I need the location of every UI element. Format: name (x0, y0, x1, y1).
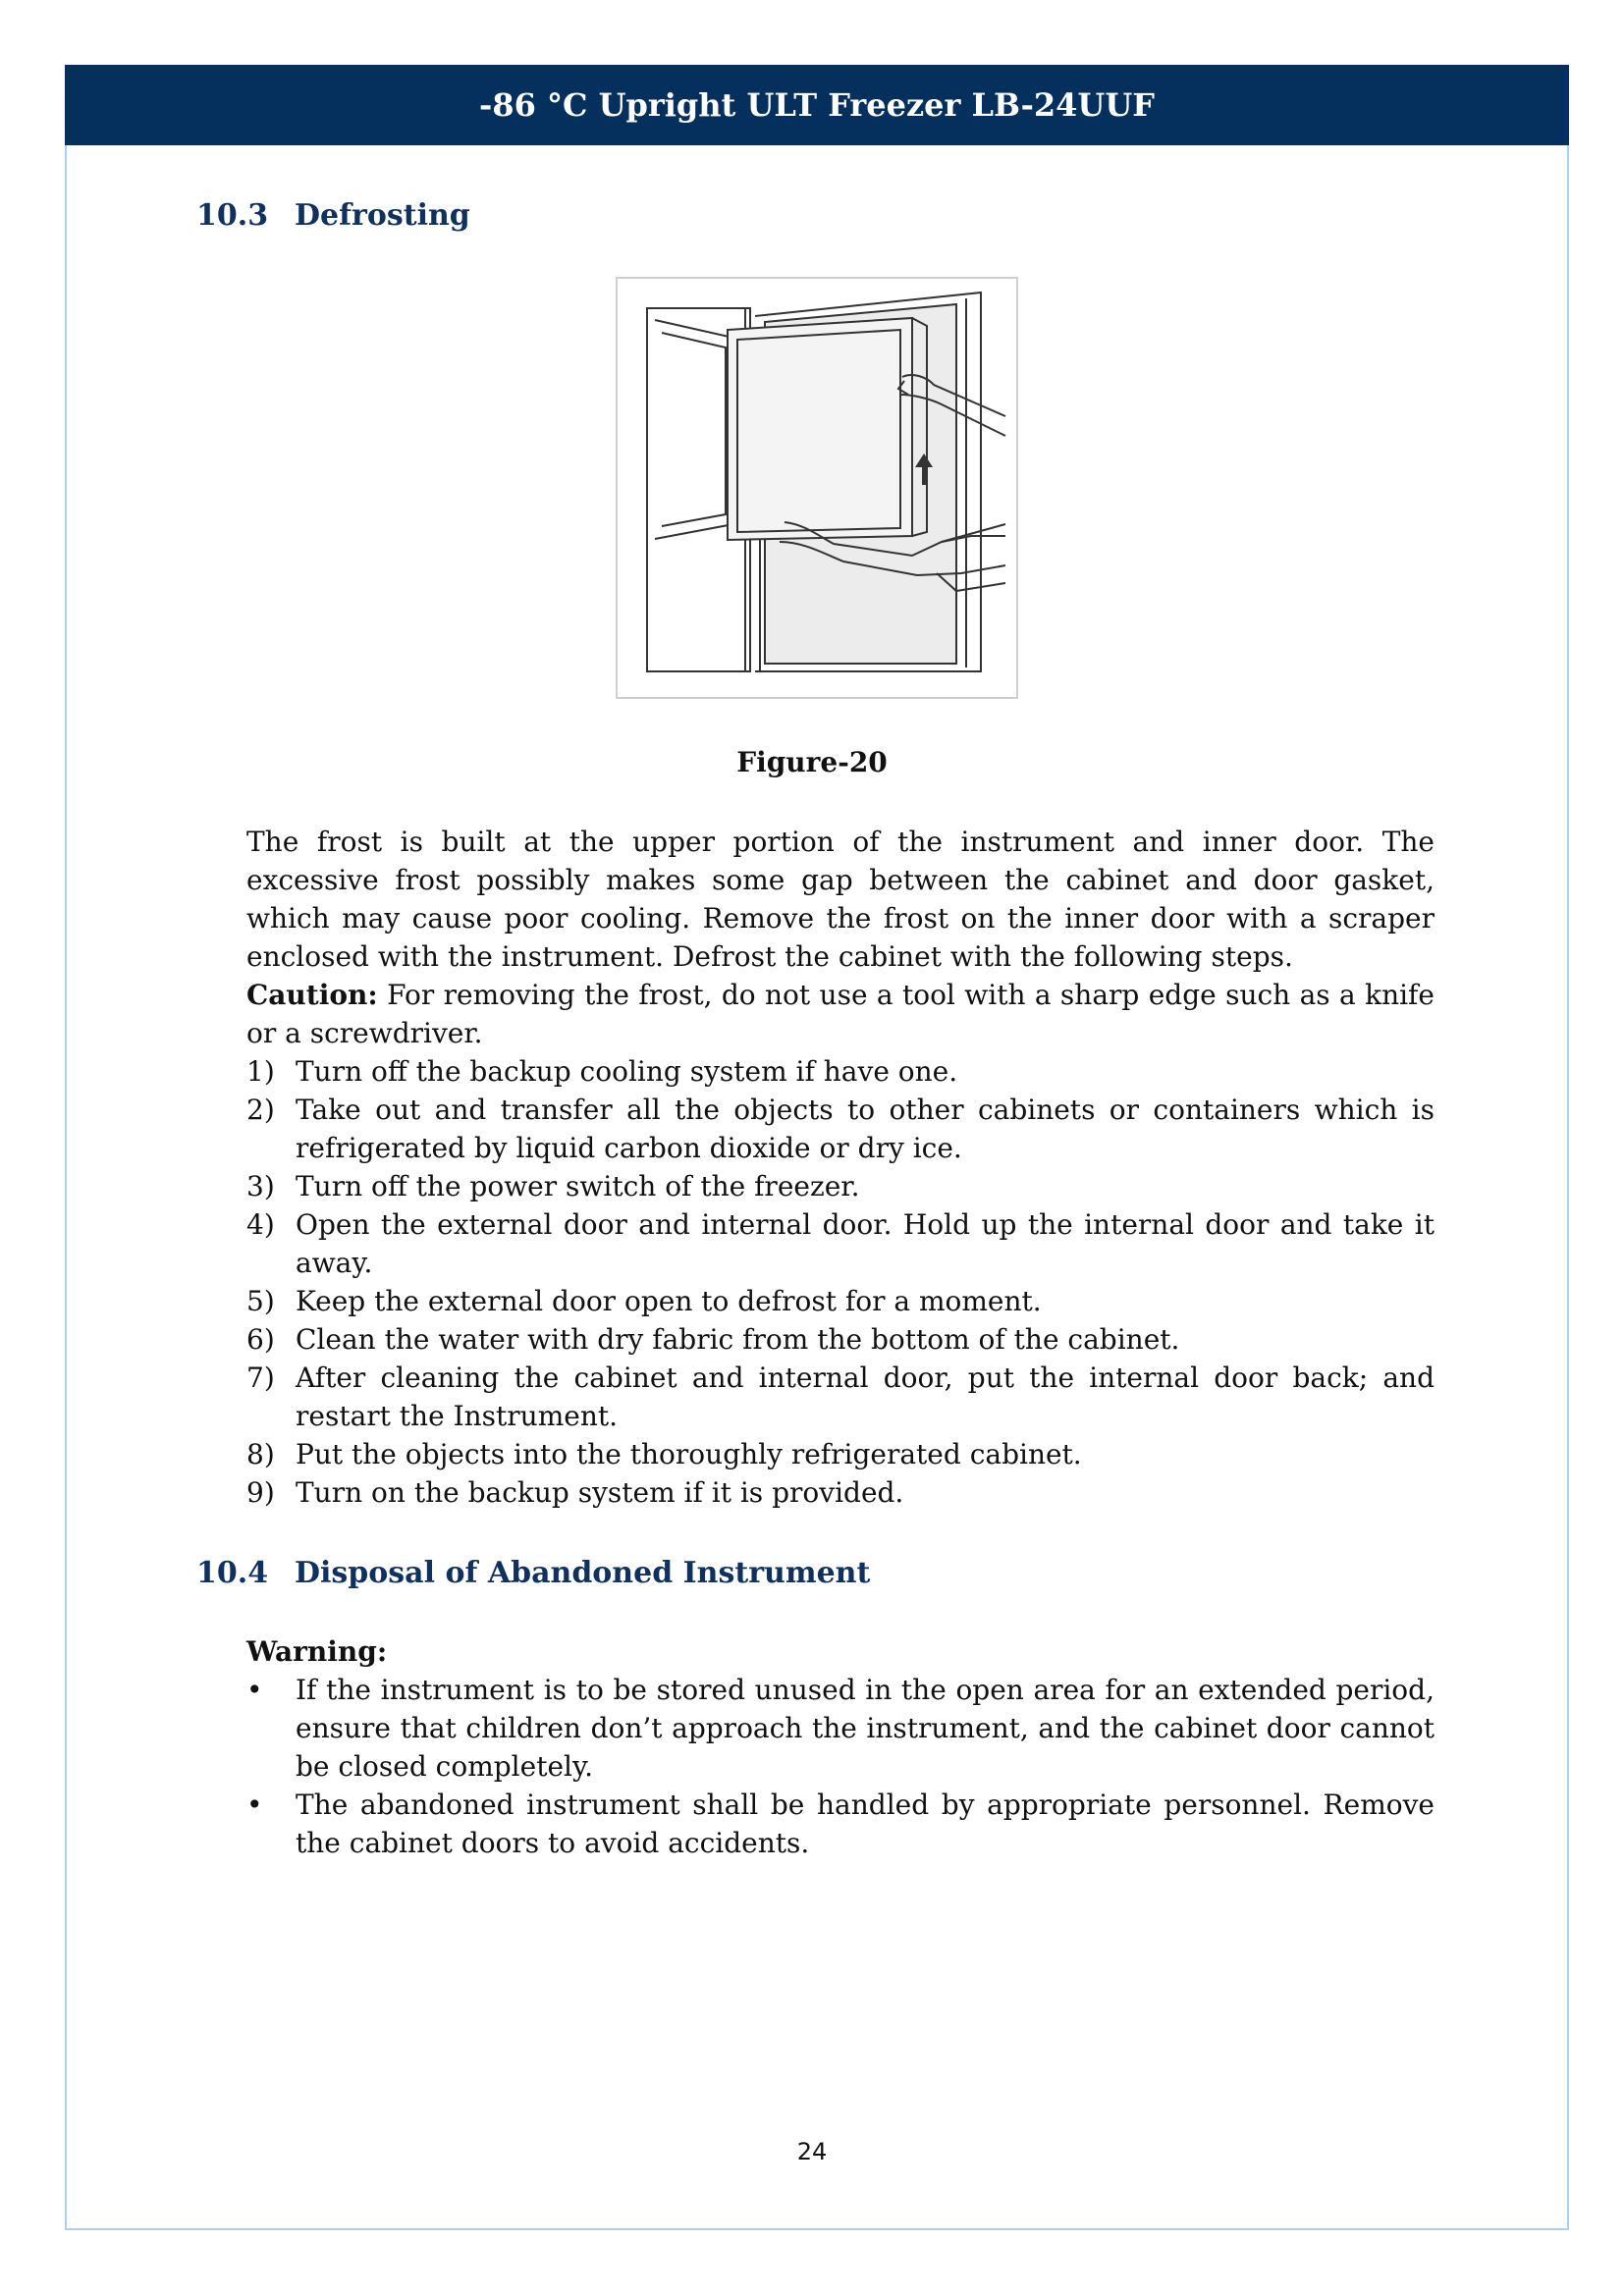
document-title: -86 °C Upright ULT Freezer LB-24UUF (479, 86, 1155, 124)
list-item: 5) Keep the external door open to defrost for a moment. (246, 1285, 1042, 1317)
caution-text: For removing the frost, do not use a tool with a sharp edge such as a knife or a screwdriver. (246, 979, 1435, 1049)
section-heading-disposal (196, 1556, 870, 1590)
defrosting-body (246, 823, 1435, 1512)
caution-label: Caution: (246, 979, 378, 1011)
bullet-icon: • (246, 1789, 263, 1821)
list-item: • If the instrument is to be stored unused in the open area for an extended period, ensure that children don’t approach the instrument, and the cabinet door cannot be closed completely. (246, 1671, 1435, 1786)
page-number: 24 (796, 2138, 828, 2165)
freezer-door-removal-drawing (618, 279, 1016, 697)
section-title: Defrosting (295, 198, 470, 233)
warning-label: Warning: (246, 1635, 388, 1668)
warning-list (246, 1671, 1435, 1862)
list-item: 2) Take out and transfer all the objects to other cabinets or containers which is refrigerated by liquid carbon dioxide or dry ice. (246, 1094, 1435, 1164)
section-number: 10.4 (196, 1556, 269, 1590)
defrost-steps-list (246, 1052, 1435, 1512)
list-item: 3) Turn off the power switch of the freezer. (246, 1170, 860, 1202)
caution-note (246, 976, 1435, 1052)
list-item: 6) Clean the water with dry fabric from the bottom of the cabinet. (246, 1323, 1180, 1356)
section-title: Disposal of Abandoned Instrument (295, 1556, 871, 1590)
figure-caption: Figure-20 (736, 746, 888, 778)
list-item: 7) After cleaning the cabinet and internal door, put the internal door back; and restart the Instrument. (246, 1362, 1435, 1432)
list-item: 9) Turn on the backup system if it is provided. (246, 1476, 904, 1509)
list-item: 4) Open the external door and internal door. Hold up the internal door and take it away. (246, 1208, 1435, 1279)
intro-paragraph: The frost is built at the upper portion of the instrument and inner door. The excessive frost possibly makes some gap between the cabinet and door gasket, which may cause poor cooling. Remove the frost on the inner door with a scraper enclosed with the instrument. Defrost the cabinet with the following steps. (246, 826, 1435, 973)
disposal-body (246, 1632, 1435, 1862)
list-item: 8) Put the objects into the thoroughly refrigerated cabinet. (246, 1438, 1082, 1470)
list-item: 1) Turn off the backup cooling system if have one. (246, 1055, 958, 1088)
section-number: 10.3 (196, 198, 269, 233)
figure-20-illustration (616, 277, 1018, 699)
list-item: • The abandoned instrument shall be handled by appropriate personnel. Remove the cabinet doors to avoid accidents. (246, 1786, 1435, 1862)
header-bar (65, 65, 1569, 145)
section-heading-defrosting (196, 198, 470, 233)
bullet-icon: • (246, 1674, 263, 1706)
